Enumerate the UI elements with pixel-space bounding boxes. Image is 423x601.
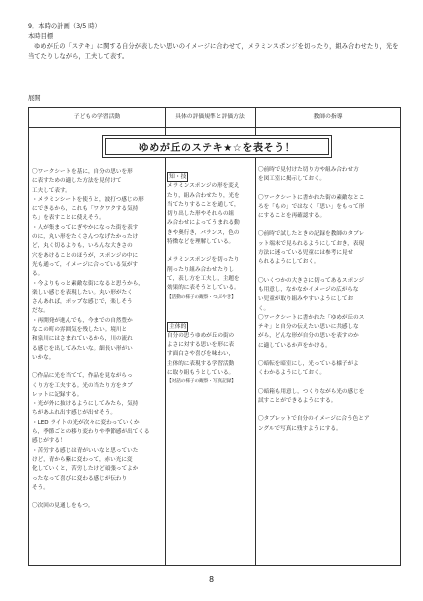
- activity-cell: [32, 168, 164, 511]
- evaluation-line: み合わせによってうまれる動: [167, 220, 240, 227]
- guidance-line: 〇ワークシートに書かれた街の素敵なとこ: [258, 194, 365, 201]
- activity-line: 〇作品に光を当てて，作品を見ながらっ: [32, 373, 133, 380]
- evaluation-line: 特徴などを理解している。: [167, 239, 235, 246]
- section-label: 展開: [28, 95, 41, 102]
- activity-line: ちがあふれ出す感じが出せそう。: [32, 410, 116, 417]
- header-evaluation: 具体の評価規準と評価方法: [175, 114, 245, 120]
- guidance-line: テキ」と自分の伝えたい思いに共感しな: [258, 324, 359, 331]
- lesson-heading: [28, 22, 400, 62]
- activity-line: る感じを出してみたいな。細長い形がい: [32, 345, 133, 352]
- guidance-line: 〇タブレットで自分のイメージに合う色とア: [258, 416, 370, 423]
- guidance-line: 〇前時で試したときの記録を教師のタブレ: [258, 231, 365, 238]
- guidance-line: がら，どんな形が自分の思いを表すのか: [258, 333, 359, 340]
- activity-line: 和泉川にはさまれているから，川の流れ: [32, 336, 133, 343]
- guidance-line: にすることを再確認する。: [258, 213, 326, 220]
- column-divider: [255, 108, 256, 565]
- evaluation-line: 効果的に表そうとしている。: [167, 285, 240, 292]
- activity-line: ・LED ライトの光が次々に変わっていくか: [32, 419, 140, 426]
- evaluation-line: メラミンスポンジの形を変え: [167, 183, 240, 190]
- blank-line: [258, 185, 400, 194]
- activity-line: ・メラミンシートを使うと，波打つ感じの形: [32, 196, 144, 203]
- evaluation-tag-knowledge: 知・技: [169, 174, 187, 180]
- lesson-banner: [102, 135, 332, 158]
- evaluation-line: す面白さや喜びを味わい，: [167, 351, 235, 358]
- guidance-line: 〇暗箱も用意し，つくりながら光の感じを: [258, 388, 365, 395]
- blank-line: [258, 221, 400, 230]
- activity-line: ・今よりもっと素敵な街になると思うから，: [32, 280, 144, 287]
- evaluation-line: きや奥行き，バランス，色の: [167, 229, 240, 236]
- evaluation-line: 自分の思うゆめが丘の街の: [167, 332, 235, 339]
- blank-line: [32, 363, 164, 372]
- evaluation-line: 主体的に表現する学習活動: [167, 360, 235, 367]
- guidance-line: ろを「もの」ではなく「思い」をもって形: [258, 203, 365, 210]
- activity-line: 感じがする！: [32, 438, 66, 445]
- guidance-line: ット端末で見られるようにしておき，表現: [258, 240, 365, 247]
- activity-line: 光も通って，イメージに合っている気がす: [32, 261, 139, 268]
- evaluation-cell: [167, 172, 253, 386]
- activity-line: ・苦労する感じは青がいいなと思っていた: [32, 447, 139, 454]
- activity-line: いかな。: [32, 354, 55, 361]
- guidance-line: られるようにしておく。: [258, 259, 320, 266]
- evaluation-line: に取り組もうとしている。: [167, 370, 235, 377]
- activity-line: そう。: [32, 484, 49, 491]
- activity-line: レットに記録する。: [32, 391, 83, 398]
- activity-line: けど，青から紫に変わって，赤い光に変: [32, 456, 133, 463]
- evaluation-block-attitude: [167, 332, 253, 378]
- blank-line: [258, 406, 400, 415]
- blank-line: [258, 268, 400, 277]
- guidance-line: 方法に迷っている児童には参考に見せ: [258, 250, 354, 257]
- activity-line: にできるから，これも「ワクワクする気持: [32, 206, 139, 213]
- evaluation-line: 切り出した形やそれらの組: [167, 211, 235, 218]
- evaluation-line: よさに対する思いを形に表: [167, 342, 235, 349]
- page-number: 8: [208, 575, 215, 584]
- activity-line: 穴をあけることのほうが，スポンジの中に: [32, 252, 139, 259]
- guidance-line: ングルで写真に残すようにする。: [258, 425, 342, 432]
- goal-text: ゆめが丘の「ステキ」に関する自分が表したい思いのイメージに合わせて，メラミンスポンジを切ったり，組み合わせたり，光を当てたりしながら，工夫して表す。: [28, 43, 399, 60]
- activity-line: ど，丸く切るよりも，いろんな大きさの: [32, 243, 133, 250]
- evaluation-line: 当てたりすることを通して，: [167, 201, 240, 208]
- guidance-line: も用意し，なかなかイメージの広がらな: [258, 286, 359, 293]
- activity-line: ・人が集まってにぎやかになった街を表す: [32, 224, 139, 231]
- activity-line: 化していくと，苦労したけど頑張ってよか: [32, 466, 139, 473]
- activity-line: 〇次回の見通しをもつ。: [32, 503, 94, 510]
- blank-line: [167, 247, 253, 256]
- activity-line: のに，丸い形をたくさんつなげたかったけ: [32, 234, 139, 241]
- column-divider: [165, 108, 166, 565]
- activity-line: さんあれば，ポップな感じで，楽しそう: [32, 299, 133, 306]
- guidance-line: くわかるようにしておく。: [258, 370, 326, 377]
- blank-line: [32, 493, 164, 502]
- guidance-line: を図工室に掲示しておく。: [258, 176, 326, 183]
- guidance-cell: [258, 166, 400, 434]
- guidance-line: 〇暗転を暗室にし，光っている様子がよ: [258, 361, 359, 368]
- activity-line: ・光が外に抜けるようにしてみたら，気持: [32, 401, 139, 408]
- evaluation-line: メラミンスポンジを切ったり: [167, 257, 240, 264]
- activity-line: くり方を工夫する。光の当たり方をタブ: [32, 382, 133, 389]
- activity-line: に表すための適した方法を見付けて: [32, 178, 122, 185]
- blank-line: [258, 351, 400, 360]
- guidance-line: 〇いくつかの大きさに切ってあるスポンジ: [258, 277, 365, 284]
- activity-line: 楽しい感じを表現したい。丸い形がたく: [32, 289, 133, 296]
- activity-line: なこの町の雰囲気を残したい。境川と: [32, 327, 128, 334]
- evaluation-tag-attitude: 主体的: [169, 323, 187, 330]
- guidance-line: に適しているか声をかける。: [258, 342, 331, 349]
- lesson-title: 9．本時の計画（3/5 時）: [28, 23, 101, 30]
- evaluation-block-knowledge: [167, 182, 253, 293]
- evaluation-line: たり，組み合わせたり，光を: [167, 192, 240, 199]
- activity-line: だな。: [32, 308, 49, 315]
- header-activity: 子どもの学習活動: [73, 114, 121, 120]
- guidance-line: い児童が取り組みやすいようにしてお: [258, 296, 354, 303]
- lesson-table: [28, 107, 401, 566]
- evaluation-note: 【活動の様子の観察・つぶやき】: [167, 294, 236, 300]
- guidance-line: 〇ワークシートに書かれた「ゆめが丘のス: [258, 314, 365, 321]
- activity-line: ったなって喜びに変わる感じが伝わり: [32, 475, 128, 482]
- guidance-line: 〇前時で見付けた切り方や組み合わせ方: [258, 167, 359, 173]
- evaluation-line: て，表し方を工夫し，主題を: [167, 275, 240, 282]
- evaluation-line: 削ったり組み合わせたりし: [167, 266, 235, 273]
- banner-text: ゆめが丘のステキ★☆を表そう！: [138, 143, 296, 154]
- activity-line: ら，季節ごとの移り変わりや季節感が出てくる: [32, 429, 150, 436]
- guidance-line: く。: [258, 305, 270, 312]
- activity-line: る。: [32, 271, 44, 278]
- blank-line: [258, 379, 400, 388]
- activity-line: ・再開発が進んでも，今までの自然豊か: [32, 317, 133, 324]
- activity-line: 〇ワークシートを基に，自分の思いを形: [32, 169, 133, 175]
- goal-label: 本時目標: [28, 33, 54, 40]
- header-guidance: 教師の指導: [313, 114, 343, 120]
- evaluation-note: 【対話の様子の観察・写真記録】: [167, 379, 236, 385]
- guidance-line: 試すことができるようにする。: [258, 397, 337, 404]
- activity-line: ち」を表すことに使えそう。: [32, 215, 105, 222]
- activity-line: 工夫して表す。: [32, 187, 71, 194]
